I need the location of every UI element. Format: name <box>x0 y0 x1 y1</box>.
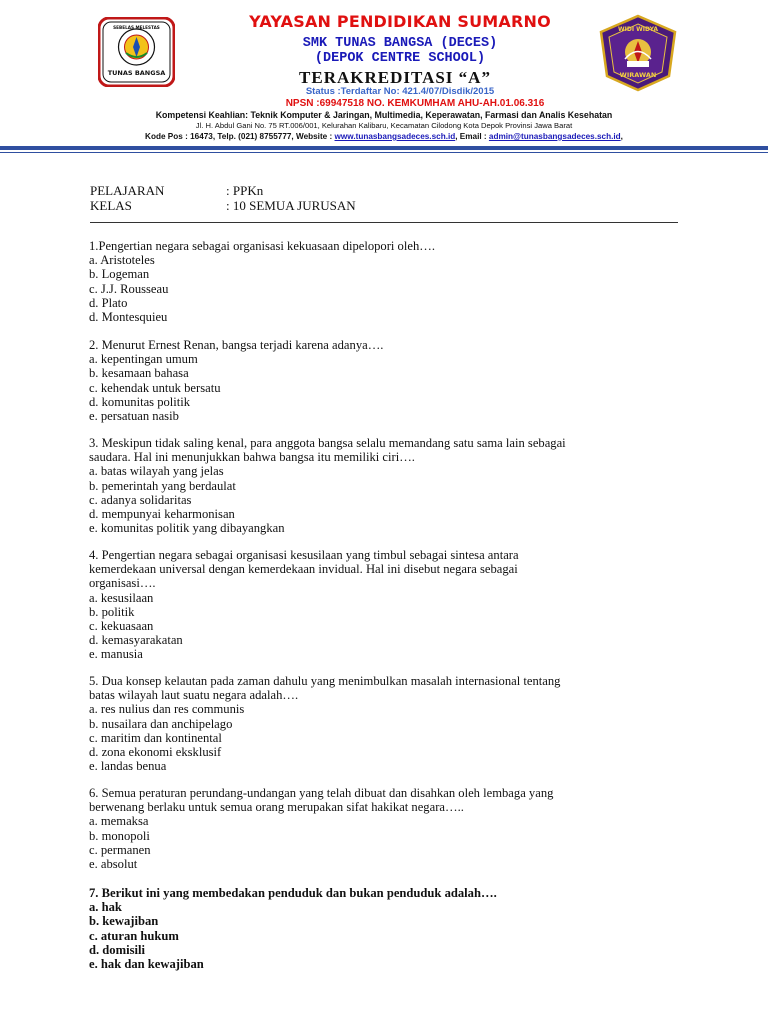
option: e. absolut <box>89 857 138 872</box>
option: b. monopoli <box>89 828 150 843</box>
option: c. aturan hukum <box>89 928 179 943</box>
question-7 <box>89 886 689 971</box>
option: d. Plato <box>89 295 128 310</box>
question-text: kemerdekaan universal dengan kemerdekaan invidual. Hal ini disebut negara sebagai <box>89 562 518 577</box>
school-name: SMK TUNAS BANGSA (DECES) <box>302 36 498 51</box>
question-3 <box>89 436 689 535</box>
address: Jl. H. Abdul Gani No. 75 RT.006/001, Kelurahan Kalibaru, Kecamatan Cilodong Kota Depok Provinsi Jawa Barat <box>195 121 573 130</box>
option: e. landas benua <box>89 759 167 774</box>
question-4 <box>89 548 689 662</box>
right-logo-bottom-text: WIRAWAN <box>619 71 657 79</box>
question-text: berwenang berlaku untuk semua orang merupakan sifat hakikat negara….. <box>89 800 464 815</box>
question-text: saudara. Hal ini menunjukkan bahwa bangsa itu memiliki ciri…. <box>89 450 415 465</box>
option: a. batas wilayah yang jelas <box>89 464 224 479</box>
question-6 <box>89 786 689 871</box>
subject-row <box>90 183 263 199</box>
question-text: 5. Dua konsep kelautan pada zaman dahulu yang menimbulkan masalah internasional tentang <box>89 674 561 688</box>
npsn-number: NPSN :69947518 NO. KEMKUMHAM AHU-AH.01.06.316 <box>285 98 545 109</box>
option: d. domisili <box>89 942 145 957</box>
question-text: 3. Meskipun tidak saling kenal, para anggota bangsa selalu memandang satu sama lain sebagai <box>89 436 566 450</box>
question-text: 2. Menurut Ernest Renan, bangsa terjadi karena adanya…. <box>89 338 384 352</box>
website-link[interactable]: www.tunasbangsadeces.sch.id <box>334 132 456 141</box>
option: c. adanya solidaritas <box>89 492 192 507</box>
school-alt-name: (DEPOK CENTRE SCHOOL) <box>314 51 486 66</box>
option: a. Aristoteles <box>89 253 155 268</box>
option: a. kesusilaan <box>89 590 154 605</box>
option: e. komunitas politik yang dibayangkan <box>89 521 285 536</box>
info-divider <box>90 222 678 223</box>
competencies: Kompetensi Keahlian: Teknik Komputer & Jaringan, Multimedia, Keperawatan, Farmasi dan Analis Kesehatan <box>155 110 613 120</box>
option: d. kemasyarakatan <box>89 633 183 648</box>
class-label: KELAS <box>90 198 132 213</box>
question-text: batas wilayah laut suatu negara adalah…. <box>89 688 299 703</box>
subject-label: PELAJARAN <box>90 183 165 198</box>
contact-line <box>0 132 768 141</box>
question-text: 1.Pengertian negara sebagai organisasi kekuasaan dipelopori oleh…. <box>89 239 435 253</box>
right-logo-top-text: WIDI WIDYA <box>618 26 658 33</box>
question-text: organisasi…. <box>89 576 156 591</box>
option: b. kesamaan bahasa <box>89 366 189 381</box>
option: e. persatuan nasib <box>89 409 179 424</box>
option: b. pemerintah yang berdaulat <box>89 478 236 493</box>
left-logo-bottom-text: TUNAS BANGSA <box>107 69 166 77</box>
option: c. J.J. Rousseau <box>89 281 169 296</box>
option: a. memaksa <box>89 814 149 829</box>
left-logo-top-text: SEBELAS MELESTAS <box>113 25 160 30</box>
email-label: , Email : <box>455 132 489 141</box>
foundation-name: YAYASAN PENDIDIKAN SUMARNO <box>249 12 551 31</box>
class-value: : 10 SEMUA JURUSAN <box>226 198 356 213</box>
option: e. manusia <box>89 647 143 662</box>
class-row <box>90 198 356 214</box>
option: c. kehendak untuk bersatu <box>89 380 221 395</box>
option: d. komunitas politik <box>89 394 191 409</box>
contact-prefix: Kode Pos : 16473, Telp. (021) 8755777, Website : <box>145 132 335 141</box>
email-link[interactable]: admin@tunasbangsadeces.sch.id <box>488 132 621 141</box>
option: c. maritim dan kontinental <box>89 730 222 745</box>
option: d. zona ekonomi eksklusif <box>89 745 222 760</box>
subject-value: : PPKn <box>226 183 264 198</box>
option: d. Montesquieu <box>89 310 168 325</box>
option: b. Logeman <box>89 267 150 282</box>
question-text: 7. Berikut ini yang membedakan penduduk dan bukan penduduk adalah…. <box>89 886 497 900</box>
question-1 <box>89 239 689 324</box>
option: d. mempunyai keharmonisan <box>89 507 235 522</box>
option: a. res nulius dan res communis <box>89 702 245 717</box>
option: c. permanen <box>89 842 151 857</box>
question-5 <box>89 674 689 773</box>
option: b. politik <box>89 604 135 619</box>
option: e. hak dan kewajiban <box>89 957 204 972</box>
registration-status: Status :Terdaftar No: 421.4/07/Disdik/2015 <box>305 86 495 97</box>
option: c. kekuasaan <box>89 619 154 634</box>
header-divider <box>0 146 768 150</box>
option: a. kepentingan umum <box>89 352 198 367</box>
option: a. hak <box>89 900 122 915</box>
option: b. kewajiban <box>89 914 159 929</box>
accreditation: TERAKREDITASI “A” <box>299 68 491 87</box>
question-text: 4. Pengertian negara sebagai organisasi kesusilaan yang timbul sebagai sintesa antara <box>89 548 519 562</box>
header-divider-thin <box>0 152 768 153</box>
question-text: 6. Semua peraturan perundang-undangan yang telah dibuat dan disahkan oleh lembaga yang <box>89 786 554 800</box>
contact-suffix: , <box>620 132 623 141</box>
question-2 <box>89 338 689 423</box>
option: b. nusailara dan anchipelago <box>89 716 233 731</box>
